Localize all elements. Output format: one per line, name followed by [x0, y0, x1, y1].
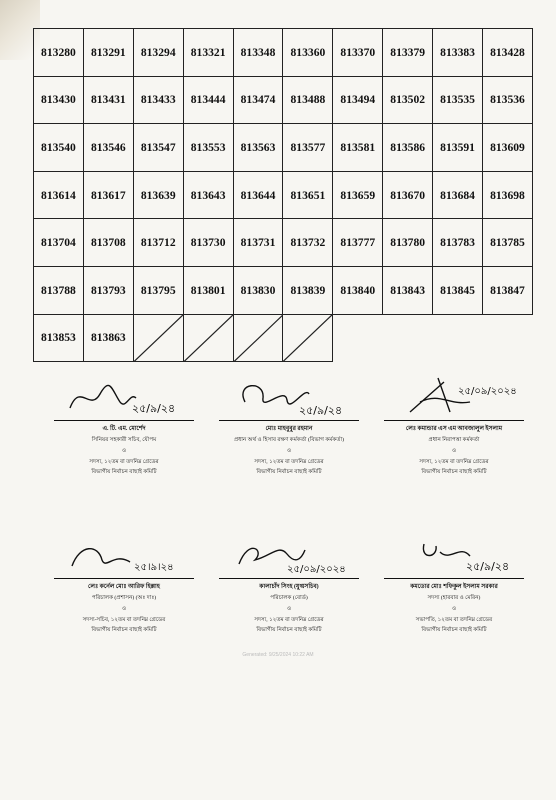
roll-number-cell: 813444	[183, 76, 233, 124]
signatory-title: পরিচালক (প্রশাসন) (অঃ দাঃ)	[91, 595, 157, 602]
table-row	[34, 124, 533, 172]
roll-number-cell: 813502	[383, 76, 433, 124]
signature-scribble	[50, 372, 198, 420]
roll-number-cell: 813348	[233, 29, 283, 77]
roll-number-cell: 813785	[483, 219, 533, 267]
signatory-2	[215, 372, 363, 530]
crossed-empty-cell	[133, 314, 183, 362]
signatory-title: প্রধান নিরাপত্তা কর্মকর্তা	[428, 437, 480, 444]
signatory-role: সদস্য, ১২তম বা তদনিম্ন গ্রেডের	[254, 458, 324, 465]
svg-text:২৫/০৯/২০২৪: ২৫/০৯/২০২৪	[458, 386, 517, 397]
signatory-name: লেঃ কর্নেল মোঃ আরিফ হিল্লাহ	[88, 584, 160, 590]
signatory-committee: বিভাগীয় নির্বাচন বাছাই কমিটি	[421, 627, 487, 634]
roll-number-cell: 813840	[333, 266, 383, 314]
roll-number-cell: 813546	[83, 124, 133, 172]
roll-number-cell: 813577	[283, 124, 333, 172]
table-row	[34, 266, 533, 314]
roll-number-cell: 813712	[133, 219, 183, 267]
roll-number-cell: 813535	[433, 76, 483, 124]
roll-number-cell: 813651	[283, 171, 333, 219]
roll-number-cell: 813839	[283, 266, 333, 314]
signatory-committee: বিভাগীয় নির্বাচন বাছাই কমিটি	[256, 627, 322, 634]
roll-number-cell: 813698	[483, 171, 533, 219]
roll-number-cell: 813383	[433, 29, 483, 77]
table-row	[34, 76, 533, 124]
table-row	[34, 29, 533, 77]
roll-number-cell: 813540	[34, 124, 84, 172]
roll-number-cell: 813659	[333, 171, 383, 219]
roll-number-cell: 813379	[383, 29, 433, 77]
svg-text:২৫/০৯/২০২৪: ২৫/০৯/২০২৪	[287, 564, 346, 575]
roll-number-cell: 813536	[483, 76, 533, 124]
roll-number-cell: 813370	[333, 29, 383, 77]
roll-number-cell: 813586	[383, 124, 433, 172]
svg-text:২৫/৯/২৪: ২৫/৯/২৪	[299, 404, 343, 417]
signatory-3	[380, 372, 528, 530]
cross-line-icon	[134, 315, 183, 362]
roll-number-cell: 813609	[483, 124, 533, 172]
roll-number-cell: 813581	[333, 124, 383, 172]
roll-number-cell: 813801	[183, 266, 233, 314]
roll-number-cell: 813847	[483, 266, 533, 314]
roll-number-cell: 813474	[233, 76, 283, 124]
signatory-name: লেঃ কমান্ডার এস এম আবজালুল ইসলাম	[405, 426, 503, 432]
signature-scribble	[380, 372, 528, 420]
signatory-title: পরিচালক (বোর্ড)	[270, 595, 308, 602]
roll-number-cell: 813845	[433, 266, 483, 314]
signatory-name: কমডোর মোঃ শফিকুল ইসলাম সরকার	[410, 584, 498, 590]
roll-number-cell: 813494	[333, 76, 383, 124]
signatory-name: এ. টি. এম. মোর্শেদ	[102, 426, 146, 432]
roll-number-cell: 813291	[83, 29, 133, 77]
signature-scribble	[380, 530, 528, 578]
signatures-section	[50, 372, 528, 688]
roll-number-cell: 813684	[433, 171, 483, 219]
roll-number-cell: 813553	[183, 124, 233, 172]
signature-scribble	[215, 372, 363, 420]
roll-number-cell: 813428	[483, 29, 533, 77]
signatory-title: প্রধান অর্থ ও হিসাব রক্ষণ কর্মকর্তা (বিভাগ কর্মকর্তা)	[233, 437, 344, 444]
signatory-role: সদস্য-সচিব, ১২তম বা তদনিম্ন গ্রেডের	[82, 616, 166, 623]
signatory-4	[50, 530, 198, 688]
roll-number-cell: 813783	[433, 219, 483, 267]
roll-number-cell: 813708	[83, 219, 133, 267]
signatory-name: মোঃ মাহবুবুর রহমান	[265, 426, 313, 432]
roll-number-cell: 813430	[34, 76, 84, 124]
roll-number-cell: 813780	[383, 219, 433, 267]
table-row	[34, 314, 533, 362]
signatory-conj: ও	[451, 448, 457, 455]
roll-number-cell: 813731	[233, 219, 283, 267]
roll-number-cell: 813488	[283, 76, 333, 124]
roll-number-cell: 813704	[34, 219, 84, 267]
signatory-1	[50, 372, 198, 530]
cross-line-icon	[283, 315, 332, 362]
svg-text:২৫।৯।২৪: ২৫।৯।২৪	[134, 562, 174, 573]
crossed-empty-cell	[233, 314, 283, 362]
roll-number-cell: 813591	[433, 124, 483, 172]
page-footer: Generated: 9/25/2024 10:22 AM	[242, 652, 314, 658]
roll-number-cell: 813643	[183, 171, 233, 219]
signature-scribble	[215, 530, 363, 578]
svg-text:২৫/৯/২৪: ২৫/৯/২৪	[132, 402, 176, 415]
signature-scribble	[50, 530, 198, 578]
signature-row-bottom	[50, 530, 528, 688]
signatory-conj: ও	[121, 448, 127, 455]
signatory-committee: বিভাগীয় নির্বাচন বাছাই কমিটি	[421, 469, 487, 476]
signatory-5	[215, 530, 363, 688]
signatory-conj: ও	[286, 448, 292, 455]
roll-number-cell: 813730	[183, 219, 233, 267]
roll-number-cell: 813853	[34, 314, 84, 362]
crossed-empty-cell	[183, 314, 233, 362]
roll-number-cell: 813280	[34, 29, 84, 77]
signature-line	[384, 420, 524, 421]
signatory-committee: বিভাগীয় নির্বাচন বাছাই কমিটি	[91, 469, 157, 476]
roll-number-cell: 813433	[133, 76, 183, 124]
crossed-empty-cell	[283, 314, 333, 362]
roll-number-cell: 813614	[34, 171, 84, 219]
roll-number-cell: 813670	[383, 171, 433, 219]
roll-number-cell: 813830	[233, 266, 283, 314]
signatory-role: সদস্য, ১২তম বা তদনিম্ন গ্রেডের	[89, 458, 159, 465]
roll-number-cell: 813563	[233, 124, 283, 172]
signatory-conj: ও	[121, 606, 127, 613]
svg-text:২৫/৯/২৪: ২৫/৯/২৪	[466, 560, 510, 573]
signature-row-top	[50, 372, 528, 530]
roll-number-cell: 813863	[83, 314, 133, 362]
signatory-committee: বিভাগীয় নির্বাচন বাছাই কমিটি	[256, 469, 322, 476]
signature-line	[219, 578, 359, 579]
signature-line	[54, 578, 194, 579]
signature-line	[54, 420, 194, 421]
roll-number-cell: 813294	[133, 29, 183, 77]
roll-number-table	[33, 28, 533, 362]
signatory-title: সদস্য (হারবার ও মেরিন)	[427, 595, 481, 602]
roll-number-cell: 813795	[133, 266, 183, 314]
signatory-committee: বিভাগীয় নির্বাচন বাছাই কমিটি	[91, 627, 157, 634]
roll-number-cell: 813360	[283, 29, 333, 77]
roll-number-cell: 813788	[34, 266, 84, 314]
signature-line	[384, 578, 524, 579]
roll-number-cell: 813732	[283, 219, 333, 267]
signatory-6	[380, 530, 528, 688]
roll-number-cell: 813547	[133, 124, 183, 172]
roll-number-cell: 813321	[183, 29, 233, 77]
roll-number-cell: 813644	[233, 171, 283, 219]
signature-line	[219, 420, 359, 421]
table-row	[34, 219, 533, 267]
cross-line-icon	[184, 315, 233, 362]
signatory-conj: ও	[286, 606, 292, 613]
cross-line-icon	[234, 315, 283, 362]
roll-number-cell: 813431	[83, 76, 133, 124]
signatory-conj: ও	[451, 606, 457, 613]
signatory-role: সদস্য, ১২তম বা তদনিম্ন গ্রেডের	[419, 458, 489, 465]
roll-number-cell: 813843	[383, 266, 433, 314]
roll-number-cell: 813617	[83, 171, 133, 219]
table-row	[34, 171, 533, 219]
signatory-name: কালাচাঁদ সিংহ (যুগ্মসচিব)	[259, 584, 319, 590]
roll-number-cell: 813793	[83, 266, 133, 314]
roll-number-cell: 813777	[333, 219, 383, 267]
signatory-role: সদস্য, ১২তম বা তদনিম্ন গ্রেডের	[254, 616, 324, 623]
roll-number-cell: 813639	[133, 171, 183, 219]
signatory-role: সভাপতি, ১২তম বা তদনিম্ন গ্রেডের	[415, 616, 493, 623]
signatory-title: সিনিয়র সহকারী সচিব, যৌপম	[91, 437, 157, 444]
